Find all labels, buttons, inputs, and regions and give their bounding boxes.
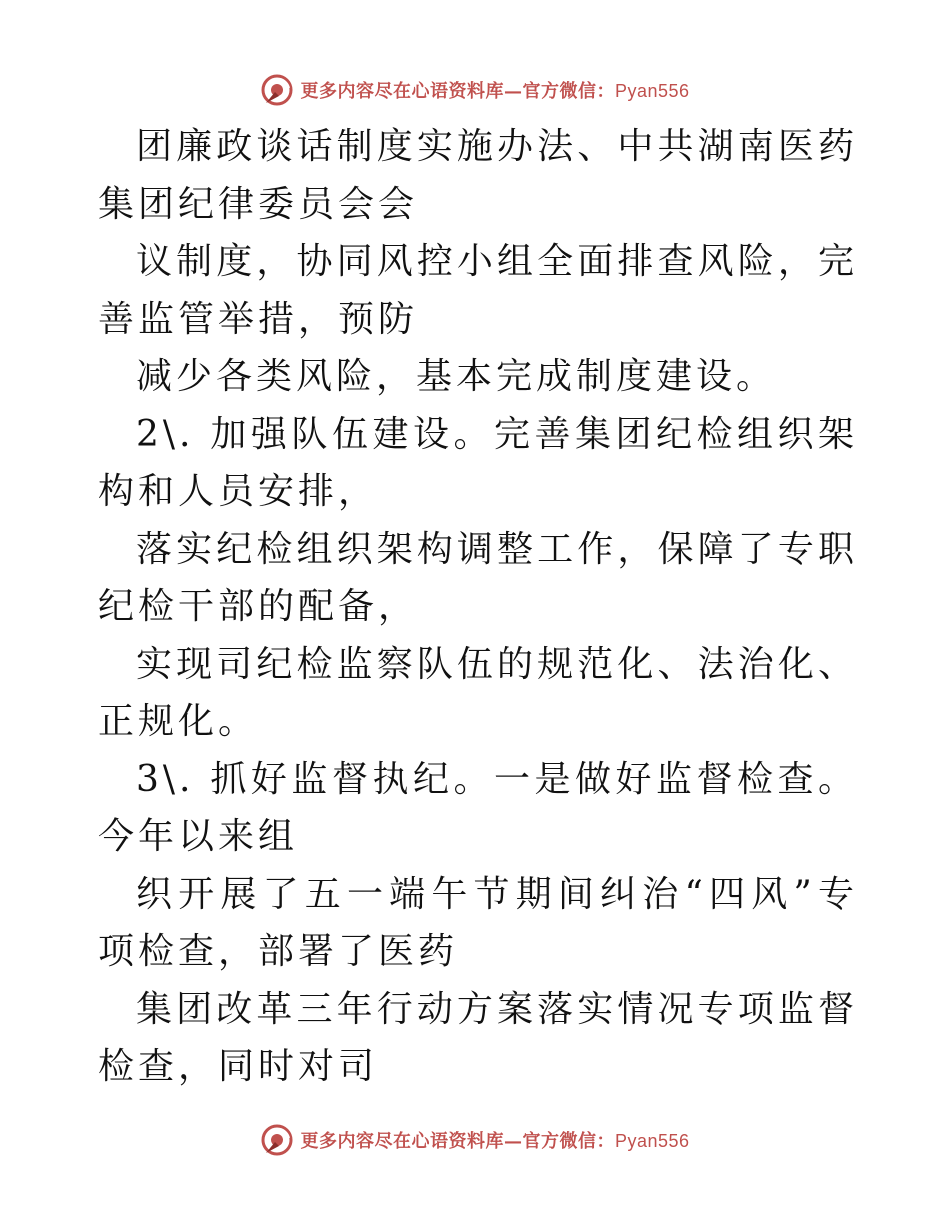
- watermark-text: 更多内容尽在心语资料库—官方微信：Pyan556: [300, 1131, 690, 1152]
- paragraph: 实现司纪检监察队伍的规范化、法治化、正规化。: [98, 643, 858, 742]
- watermark-header: [0, 70, 950, 110]
- paragraph: 落实纪检组织架构调整工作，保障了专职纪检干部的配备，: [98, 528, 858, 627]
- paragraph: 集团改革三年行动方案落实情况专项监督检查，同时对司: [98, 988, 858, 1087]
- watermark-text: 更多内容尽在心语资料库—官方微信：Pyan556: [300, 81, 690, 102]
- pen-logo-icon: [260, 1123, 294, 1157]
- paragraph: 议制度，协同风控小组全面排查风险，完善监管举措，预防: [98, 241, 858, 340]
- watermark-handle: Pyan556: [614, 1131, 690, 1151]
- paragraph: 织开展了五一端午节期间纠治“四风”专项检查，部署了医药: [98, 873, 858, 972]
- document-body: [98, 118, 858, 1096]
- paragraph: 团廉政谈话制度实施办法、中共湖南医药集团纪律委员会会: [98, 126, 858, 225]
- watermark-handle: Pyan556: [614, 81, 690, 101]
- paragraph: 2\. 加强队伍建设。完善集团纪检组织架构和人员安排，: [98, 413, 858, 512]
- paragraph: 减少各类风险，基本完成制度建设。: [136, 356, 777, 397]
- paragraph: 3\. 抓好监督执纪。一是做好监督检查。今年以来组: [98, 758, 858, 857]
- watermark-footer: [0, 1120, 950, 1160]
- pen-logo-icon: [260, 73, 294, 107]
